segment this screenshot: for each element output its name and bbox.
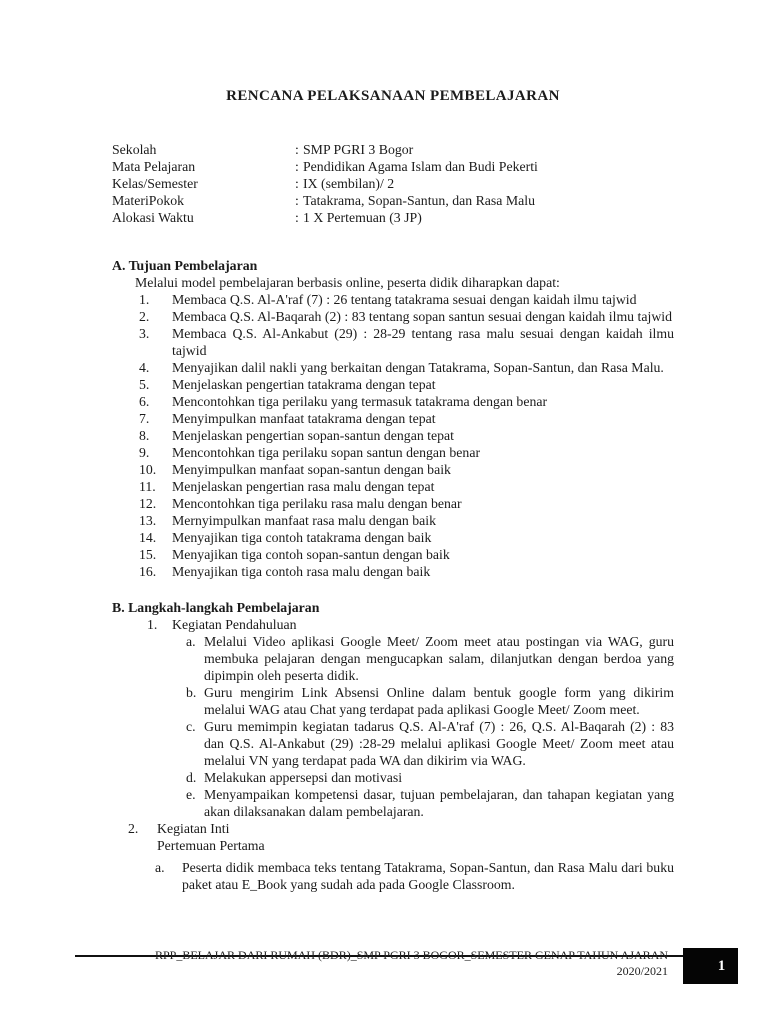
section-langkah-pembelajaran bbox=[112, 599, 674, 893]
page-number-badge bbox=[683, 948, 738, 984]
meta-label: MateriPokok bbox=[112, 193, 185, 208]
meta-value: Pendidikan Agama Islam dan Budi Pekerti bbox=[303, 159, 538, 174]
item-number: 16. bbox=[139, 564, 157, 579]
substep-item bbox=[112, 786, 674, 820]
step-number: 1. bbox=[147, 617, 158, 632]
item-text: Menjelaskan pengertian tatakrama dengan tepat bbox=[172, 377, 436, 392]
step-kegiatan-inti bbox=[112, 820, 674, 837]
item-number: 2. bbox=[139, 309, 150, 324]
item-number: 7. bbox=[139, 411, 150, 426]
item-number: 12. bbox=[139, 496, 157, 511]
section-a-intro: Melalui model pembelajaran berbasis online, peserta didik diharapkan dapat: bbox=[135, 275, 560, 290]
meta-row-materi-pokok bbox=[112, 192, 674, 209]
meta-label: Sekolah bbox=[112, 142, 157, 157]
substep-text: Peserta didik membaca teks tentang Tatakrama, Sopan-Santun, dan Rasa Malu dari buku paket atau E_Book yang sudah ada pada Google Classroom. bbox=[182, 860, 674, 892]
substep-text: Melalui Video aplikasi Google Meet/ Zoom meet atau postingan via WAG, guru membuka pelajaran dengan mengucapkan salam, dilanjutkan dengan berdoa yang dipimpin oleh peserta didik. bbox=[204, 634, 674, 683]
objective-item bbox=[112, 529, 674, 546]
substep-letter: e. bbox=[186, 787, 196, 802]
page-title: RENCANA PELAKSANAAN PEMBELAJARAN bbox=[226, 88, 560, 104]
item-text: Menjelaskan pengertian sopan-santun dengan tepat bbox=[172, 428, 454, 443]
step-kegiatan-pendahuluan bbox=[112, 616, 674, 633]
substep-item bbox=[112, 859, 674, 893]
item-number: 1. bbox=[139, 292, 150, 307]
item-number: 13. bbox=[139, 513, 157, 528]
meta-value: 1 X Pertemuan (3 JP) bbox=[303, 210, 422, 225]
item-text: Menjelaskan pengertian rasa malu dengan tepat bbox=[172, 479, 435, 494]
substep-text: Guru memimpin kegiatan tadarus Q.S. Al-A'raf (7) : 26, Q.S. Al-Baqarah (2) : 83 dan Q.S. Al-Ankabut (29) :28-29 melalui aplikasi Google Meet/ Zoom meet atau melalui VN yang terdapat pada WA dan dikirim via WAG. bbox=[204, 719, 674, 768]
objective-item bbox=[112, 359, 674, 376]
objective-item bbox=[112, 291, 674, 308]
item-number: 4. bbox=[139, 360, 150, 375]
substep-item bbox=[112, 718, 674, 769]
objective-item bbox=[112, 512, 674, 529]
item-text: Membaca Q.S. Al-Baqarah (2) : 83 tentang sopan santun sesuai dengan kaidah ilmu tajwid bbox=[172, 309, 673, 324]
item-number: 14. bbox=[139, 530, 157, 545]
meta-separator: : bbox=[295, 210, 299, 225]
meta-label: Mata Pelajaran bbox=[112, 159, 196, 174]
meta-block bbox=[112, 141, 674, 226]
substep-letter: a. bbox=[186, 634, 196, 649]
objective-item bbox=[112, 444, 674, 461]
step-title: Kegiatan Pendahuluan bbox=[172, 617, 297, 632]
item-number: 15. bbox=[139, 547, 157, 562]
meta-row-alokasi-waktu bbox=[112, 209, 674, 226]
meta-row-mata-pelajaran bbox=[112, 158, 674, 175]
meta-separator: : bbox=[295, 159, 299, 174]
item-number: 8. bbox=[139, 428, 150, 443]
objective-item bbox=[112, 410, 674, 427]
item-text: Mernyimpulkan manfaat rasa malu dengan baik bbox=[172, 513, 436, 528]
objective-item bbox=[112, 461, 674, 478]
meta-separator: : bbox=[295, 193, 299, 208]
item-text: Menyajikan tiga contoh sopan-santun dengan baik bbox=[172, 547, 450, 562]
item-number: 11. bbox=[139, 479, 156, 494]
footer-line2: 2020/2021 bbox=[616, 964, 668, 978]
substep-letter: b. bbox=[186, 685, 197, 700]
section-b-heading: B. Langkah-langkah Pembelajaran bbox=[112, 600, 320, 615]
item-text: Mencontohkan tiga perilaku sopan santun dengan benar bbox=[172, 445, 481, 460]
section-tujuan-pembelajaran bbox=[112, 257, 674, 580]
item-text: Menyajikan dalil nakli yang berkaitan dengan Tatakrama, Sopan-Santun, dan Rasa Malu. bbox=[172, 360, 664, 375]
item-number: 6. bbox=[139, 394, 150, 409]
item-text: Menyajikan tiga contoh tatakrama dengan baik bbox=[172, 530, 432, 545]
item-text: Menyimpulkan manfaat tatakrama dengan tepat bbox=[172, 411, 436, 426]
item-text: Menyimpulkan manfaat sopan-santun dengan baik bbox=[172, 462, 451, 477]
objective-item bbox=[112, 546, 674, 563]
item-number: 3. bbox=[139, 326, 150, 341]
item-number: 5. bbox=[139, 377, 150, 392]
substep-letter: d. bbox=[186, 770, 197, 785]
footer-line1: RPP_BELAJAR DARI RUMAH (BDR)_SMP PGRI 3 BOGOR_SEMESTER GENAP TAHUN AJARAN bbox=[155, 948, 668, 962]
substep-item bbox=[112, 633, 674, 684]
item-text: Mencontohkan tiga perilaku yang termasuk tatakrama dengan benar bbox=[172, 394, 548, 409]
meta-row-kelas-semester bbox=[112, 175, 674, 192]
objective-item bbox=[112, 478, 674, 495]
objective-item bbox=[112, 308, 674, 325]
page-number: 1 bbox=[717, 957, 726, 974]
meta-value: Tatakrama, Sopan-Santun, dan Rasa Malu bbox=[303, 193, 535, 208]
step-title: Kegiatan Inti bbox=[157, 821, 230, 836]
section-a-heading: A. Tujuan Pembelajaran bbox=[112, 258, 258, 273]
substep-letter: a. bbox=[155, 860, 165, 875]
objective-item bbox=[112, 393, 674, 410]
item-text: Mencontohkan tiga perilaku rasa malu dengan benar bbox=[172, 496, 462, 511]
meta-label: Kelas/Semester bbox=[112, 176, 198, 191]
substep-item bbox=[112, 769, 674, 786]
item-number: 10. bbox=[139, 462, 157, 477]
meta-value: IX (sembilan)/ 2 bbox=[303, 176, 395, 191]
substep-letter: c. bbox=[186, 719, 196, 734]
meta-row-sekolah bbox=[112, 141, 674, 158]
objective-item bbox=[112, 563, 674, 580]
footer-text bbox=[123, 947, 668, 979]
meta-value: SMP PGRI 3 Bogor bbox=[303, 142, 414, 157]
objective-item bbox=[112, 427, 674, 444]
meta-separator: : bbox=[295, 142, 299, 157]
item-number: 9. bbox=[139, 445, 150, 460]
item-text: Membaca Q.S. Al-Ankabut (29) : 28-29 tentang rasa malu sesuai dengan kaidah ilmu tajwid bbox=[172, 326, 674, 358]
item-text: Menyajikan tiga contoh rasa malu dengan baik bbox=[172, 564, 431, 579]
meeting-subtitle: Pertemuan Pertama bbox=[157, 838, 265, 853]
step-number: 2. bbox=[128, 821, 139, 836]
meta-separator: : bbox=[295, 176, 299, 191]
substep-item bbox=[112, 684, 674, 718]
objective-item bbox=[112, 376, 674, 393]
substep-text: Melakukan appersepsi dan motivasi bbox=[204, 770, 403, 785]
substep-text: Menyampaikan kompetensi dasar, tujuan pembelajaran, dan tahapan kegiatan yang akan dilaksanakan dalam pembelajaran. bbox=[204, 787, 674, 819]
objective-item bbox=[112, 325, 674, 359]
meta-label: Alokasi Waktu bbox=[112, 210, 194, 225]
item-text: Membaca Q.S. Al-A'raf (7) : 26 tentang tatakrama sesuai dengan kaidah ilmu tajwid bbox=[172, 292, 637, 307]
substep-text: Guru mengirim Link Absensi Online dalam bentuk google form yang dikirim melalui WAG atau Chat yang terdapat pada aplikasi Google Meet/ Zoom meet. bbox=[204, 685, 674, 717]
objective-item bbox=[112, 495, 674, 512]
